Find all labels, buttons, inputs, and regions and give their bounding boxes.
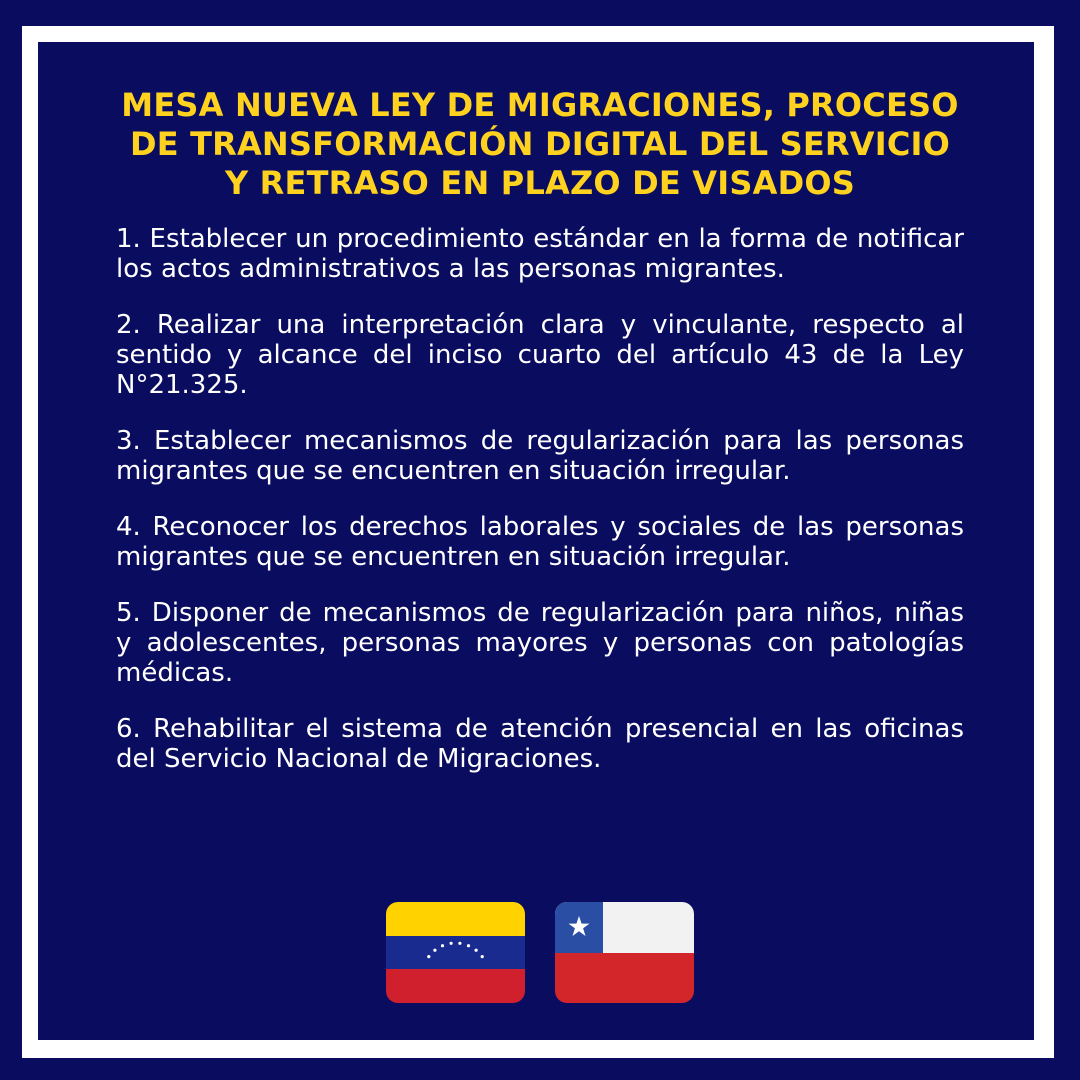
- chile-flag-icon: [555, 902, 694, 1003]
- venezuela-star: [427, 955, 430, 958]
- list-item-4: 4. Reconocer los derechos laborales y sociales de las personas migrantes que se encuentren en situación irregular.: [116, 512, 964, 572]
- list-item-2: 2. Realizar una interpretación clara y vinculante, respecto al sentido y alcance del inciso cuarto del artículo 43 de la Ley N°21.325.: [116, 310, 964, 400]
- venezuela-red-stripe: [386, 969, 525, 1003]
- title-line-1: MESA NUEVA LEY DE MIGRACIONES, PROCESO: [121, 86, 959, 124]
- page-title: [60, 86, 1020, 203]
- venezuela-star: [441, 944, 444, 947]
- list-item-6: 6. Rehabilitar el sistema de atención presencial en las oficinas del Servicio Nacional de Migraciones.: [116, 714, 964, 774]
- demands-list: [116, 224, 964, 800]
- title-line-2: DE TRANSFORMACIÓN DIGITAL DEL SERVICIO: [129, 125, 951, 163]
- venezuela-yellow-stripe: [386, 902, 525, 936]
- venezuela-star: [467, 944, 470, 947]
- venezuela-star: [458, 942, 461, 945]
- venezuela-star: [481, 955, 484, 958]
- venezuela-star: [433, 949, 436, 952]
- venezuela-stars-icon: [386, 936, 525, 969]
- list-item-5: 5. Disponer de mecanismos de regularización para niños, niñas y adolescentes, personas mayores y personas con patologías médicas.: [116, 598, 964, 688]
- title-line-3: Y RETRASO EN PLAZO DE VISADOS: [224, 164, 856, 202]
- list-item-1: 1. Establecer un procedimiento estándar en la forma de notificar los actos administrativos a las personas migrantes.: [116, 224, 964, 284]
- flags-row: [386, 902, 694, 1003]
- venezuela-star: [450, 942, 453, 945]
- list-item-3: 3. Establecer mecanismos de regularización para las personas migrantes que se encuentren en situación irregular.: [116, 426, 964, 486]
- chile-star-icon: [567, 915, 591, 939]
- chile-red-stripe: [555, 953, 694, 1003]
- venezuela-flag-icon: [386, 902, 525, 1003]
- venezuela-star: [475, 949, 478, 952]
